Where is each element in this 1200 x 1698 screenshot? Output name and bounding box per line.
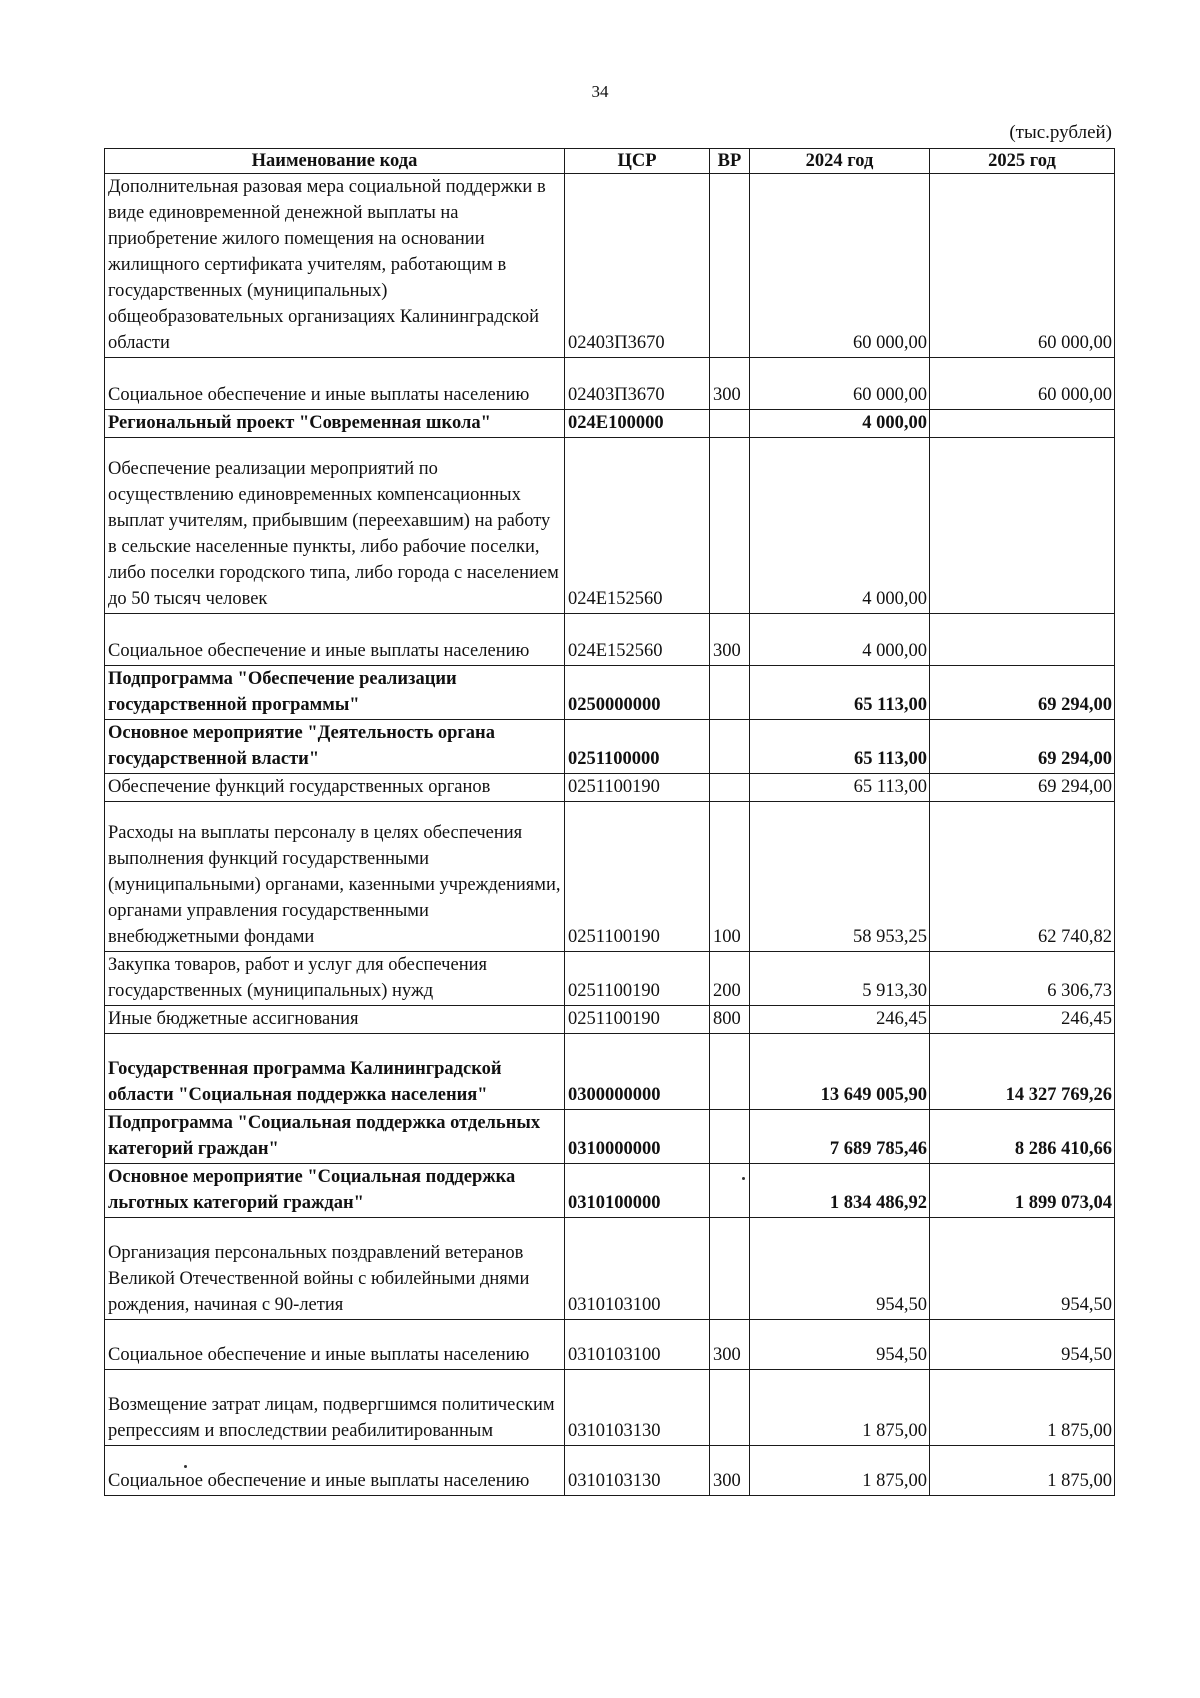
row-2025: 69 294,00 xyxy=(930,774,1115,802)
row-csr: 024Е152560 xyxy=(565,438,710,614)
row-name: Обеспечение реализации мероприятий по осуществлению единовременных компенсационных выплат учителям, прибывшим (переехавшим) на работу в сельские населенные пункты, либо рабочие поселки, либо поселки городского типа, либо города с населением до 50 тысяч человек xyxy=(105,438,565,614)
row-csr: 0310103130 xyxy=(565,1446,710,1496)
row-2024: 1 834 486,92 xyxy=(750,1164,930,1218)
table-row xyxy=(105,1320,1115,1370)
table-row xyxy=(105,1446,1115,1496)
row-2025: 69 294,00 xyxy=(930,666,1115,720)
row-csr: 0251100000 xyxy=(565,720,710,774)
row-csr: 0250000000 xyxy=(565,666,710,720)
row-2025: 1 875,00 xyxy=(930,1446,1115,1496)
table-row xyxy=(105,358,1115,410)
units-label: (тыс.рублей) xyxy=(1009,122,1112,143)
row-2025: 6 306,73 xyxy=(930,952,1115,1006)
row-vr: 100 xyxy=(710,802,750,952)
row-vr xyxy=(710,1370,750,1446)
row-csr: 02403П3670 xyxy=(565,174,710,358)
row-2025 xyxy=(930,614,1115,666)
row-2024: 4 000,00 xyxy=(750,614,930,666)
row-vr: 300 xyxy=(710,614,750,666)
row-2024: 5 913,30 xyxy=(750,952,930,1006)
row-name: Социальное обеспечение и иные выплаты населению xyxy=(105,358,565,410)
row-vr: 200 xyxy=(710,952,750,1006)
row-csr: 0310100000 xyxy=(565,1164,710,1218)
row-2024: 13 649 005,90 xyxy=(750,1034,930,1110)
page-number: 34 xyxy=(591,82,609,101)
table-row xyxy=(105,614,1115,666)
row-name: Социальное обеспечение и иные выплаты населению xyxy=(105,1446,565,1496)
row-name: Обеспечение функций государственных органов xyxy=(105,774,565,802)
header-2025: 2025 год xyxy=(930,149,1115,174)
row-name: Возмещение затрат лицам, подвергшимся политическим репрессиям и впоследствии реабилитированным xyxy=(105,1370,565,1446)
row-2024: 954,50 xyxy=(750,1218,930,1320)
header-name: Наименование кода xyxy=(105,149,565,174)
row-2024: 246,45 xyxy=(750,1006,930,1034)
row-vr xyxy=(710,1110,750,1164)
row-2025: 954,50 xyxy=(930,1218,1115,1320)
table-row xyxy=(105,1218,1115,1320)
row-vr xyxy=(710,1164,750,1218)
row-csr: 0310103100 xyxy=(565,1320,710,1370)
scan-speck xyxy=(742,1177,745,1180)
row-vr xyxy=(710,1218,750,1320)
row-csr: 0310000000 xyxy=(565,1110,710,1164)
row-2024: 60 000,00 xyxy=(750,174,930,358)
budget-table xyxy=(104,148,1115,1496)
table-row xyxy=(105,174,1115,358)
table-row xyxy=(105,720,1115,774)
row-2025: 1 899 073,04 xyxy=(930,1164,1115,1218)
row-csr: 02403П3670 xyxy=(565,358,710,410)
row-2025: 14 327 769,26 xyxy=(930,1034,1115,1110)
row-csr: 0251100190 xyxy=(565,952,710,1006)
row-vr: 300 xyxy=(710,1320,750,1370)
scan-speck xyxy=(184,1465,187,1468)
row-name: Организация персональных поздравлений ветеранов Великой Отечественной войны с юбилейными днями рождения, начиная с 90-летия xyxy=(105,1218,565,1320)
row-csr: 0310103130 xyxy=(565,1370,710,1446)
row-name: Закупка товаров, работ и услуг для обеспечения государственных (муниципальных) нужд xyxy=(105,952,565,1006)
row-csr: 0251100190 xyxy=(565,802,710,952)
header-2024: 2024 год xyxy=(750,149,930,174)
table-row xyxy=(105,952,1115,1006)
row-vr xyxy=(710,410,750,438)
table-row xyxy=(105,1034,1115,1110)
row-2024: 4 000,00 xyxy=(750,438,930,614)
table-row xyxy=(105,410,1115,438)
row-name: Основное мероприятие "Социальная поддержка льготных категорий граждан" xyxy=(105,1164,565,1218)
row-vr: 300 xyxy=(710,358,750,410)
row-2024: 65 113,00 xyxy=(750,720,930,774)
row-name: Иные бюджетные ассигнования xyxy=(105,1006,565,1034)
row-name: Основное мероприятие "Деятельность органа государственной власти" xyxy=(105,720,565,774)
row-2025: 62 740,82 xyxy=(930,802,1115,952)
row-2025 xyxy=(930,438,1115,614)
table-row xyxy=(105,1370,1115,1446)
row-2025: 8 286 410,66 xyxy=(930,1110,1115,1164)
row-2025: 954,50 xyxy=(930,1320,1115,1370)
row-2025: 246,45 xyxy=(930,1006,1115,1034)
row-name: Дополнительная разовая мера социальной поддержки в виде единовременной денежной выплаты на приобретение жилого помещения на основании жилищного сертификата учителям, работающим в государственных (муниципальных) общеобразовательных организациях Калининградской области xyxy=(105,174,565,358)
row-2024: 4 000,00 xyxy=(750,410,930,438)
row-2024: 65 113,00 xyxy=(750,666,930,720)
table-row xyxy=(105,802,1115,952)
row-vr xyxy=(710,1034,750,1110)
row-2025: 60 000,00 xyxy=(930,358,1115,410)
row-2024: 954,50 xyxy=(750,1320,930,1370)
row-name: Расходы на выплаты персоналу в целях обеспечения выполнения функций государственными (муниципальными) органами, казенными учреждениями, органами управления государственными внебюджетными фондами xyxy=(105,802,565,952)
row-csr: 0300000000 xyxy=(565,1034,710,1110)
row-vr: 800 xyxy=(710,1006,750,1034)
row-name: Социальное обеспечение и иные выплаты населению xyxy=(105,1320,565,1370)
row-name: Подпрограмма "Обеспечение реализации государственной программы" xyxy=(105,666,565,720)
row-2024: 1 875,00 xyxy=(750,1370,930,1446)
table-row xyxy=(105,666,1115,720)
row-vr xyxy=(710,774,750,802)
header-vr: ВР xyxy=(710,149,750,174)
row-csr: 0251100190 xyxy=(565,774,710,802)
header-csr: ЦСР xyxy=(565,149,710,174)
table-header-row xyxy=(105,149,1115,174)
row-vr xyxy=(710,666,750,720)
row-vr xyxy=(710,438,750,614)
row-name: Региональный проект "Современная школа" xyxy=(105,410,565,438)
table-row xyxy=(105,774,1115,802)
row-csr: 024Е100000 xyxy=(565,410,710,438)
table-row xyxy=(105,1006,1115,1034)
row-2025 xyxy=(930,410,1115,438)
row-name: Подпрограмма "Социальная поддержка отдельных категорий граждан" xyxy=(105,1110,565,1164)
table-row xyxy=(105,1110,1115,1164)
row-name: Государственная программа Калининградской области "Социальная поддержка населения" xyxy=(105,1034,565,1110)
table-row xyxy=(105,438,1115,614)
row-2024: 7 689 785,46 xyxy=(750,1110,930,1164)
row-2024: 1 875,00 xyxy=(750,1446,930,1496)
row-name: Социальное обеспечение и иные выплаты населению xyxy=(105,614,565,666)
table-body xyxy=(105,174,1115,1496)
row-vr: 300 xyxy=(710,1446,750,1496)
row-2025: 69 294,00 xyxy=(930,720,1115,774)
row-csr: 024Е152560 xyxy=(565,614,710,666)
row-vr xyxy=(710,174,750,358)
row-2024: 58 953,25 xyxy=(750,802,930,952)
table-row xyxy=(105,1164,1115,1218)
row-csr: 0310103100 xyxy=(565,1218,710,1320)
row-2024: 60 000,00 xyxy=(750,358,930,410)
row-csr: 0251100190 xyxy=(565,1006,710,1034)
row-vr xyxy=(710,720,750,774)
row-2025: 1 875,00 xyxy=(930,1370,1115,1446)
row-2025: 60 000,00 xyxy=(930,174,1115,358)
row-2024: 65 113,00 xyxy=(750,774,930,802)
